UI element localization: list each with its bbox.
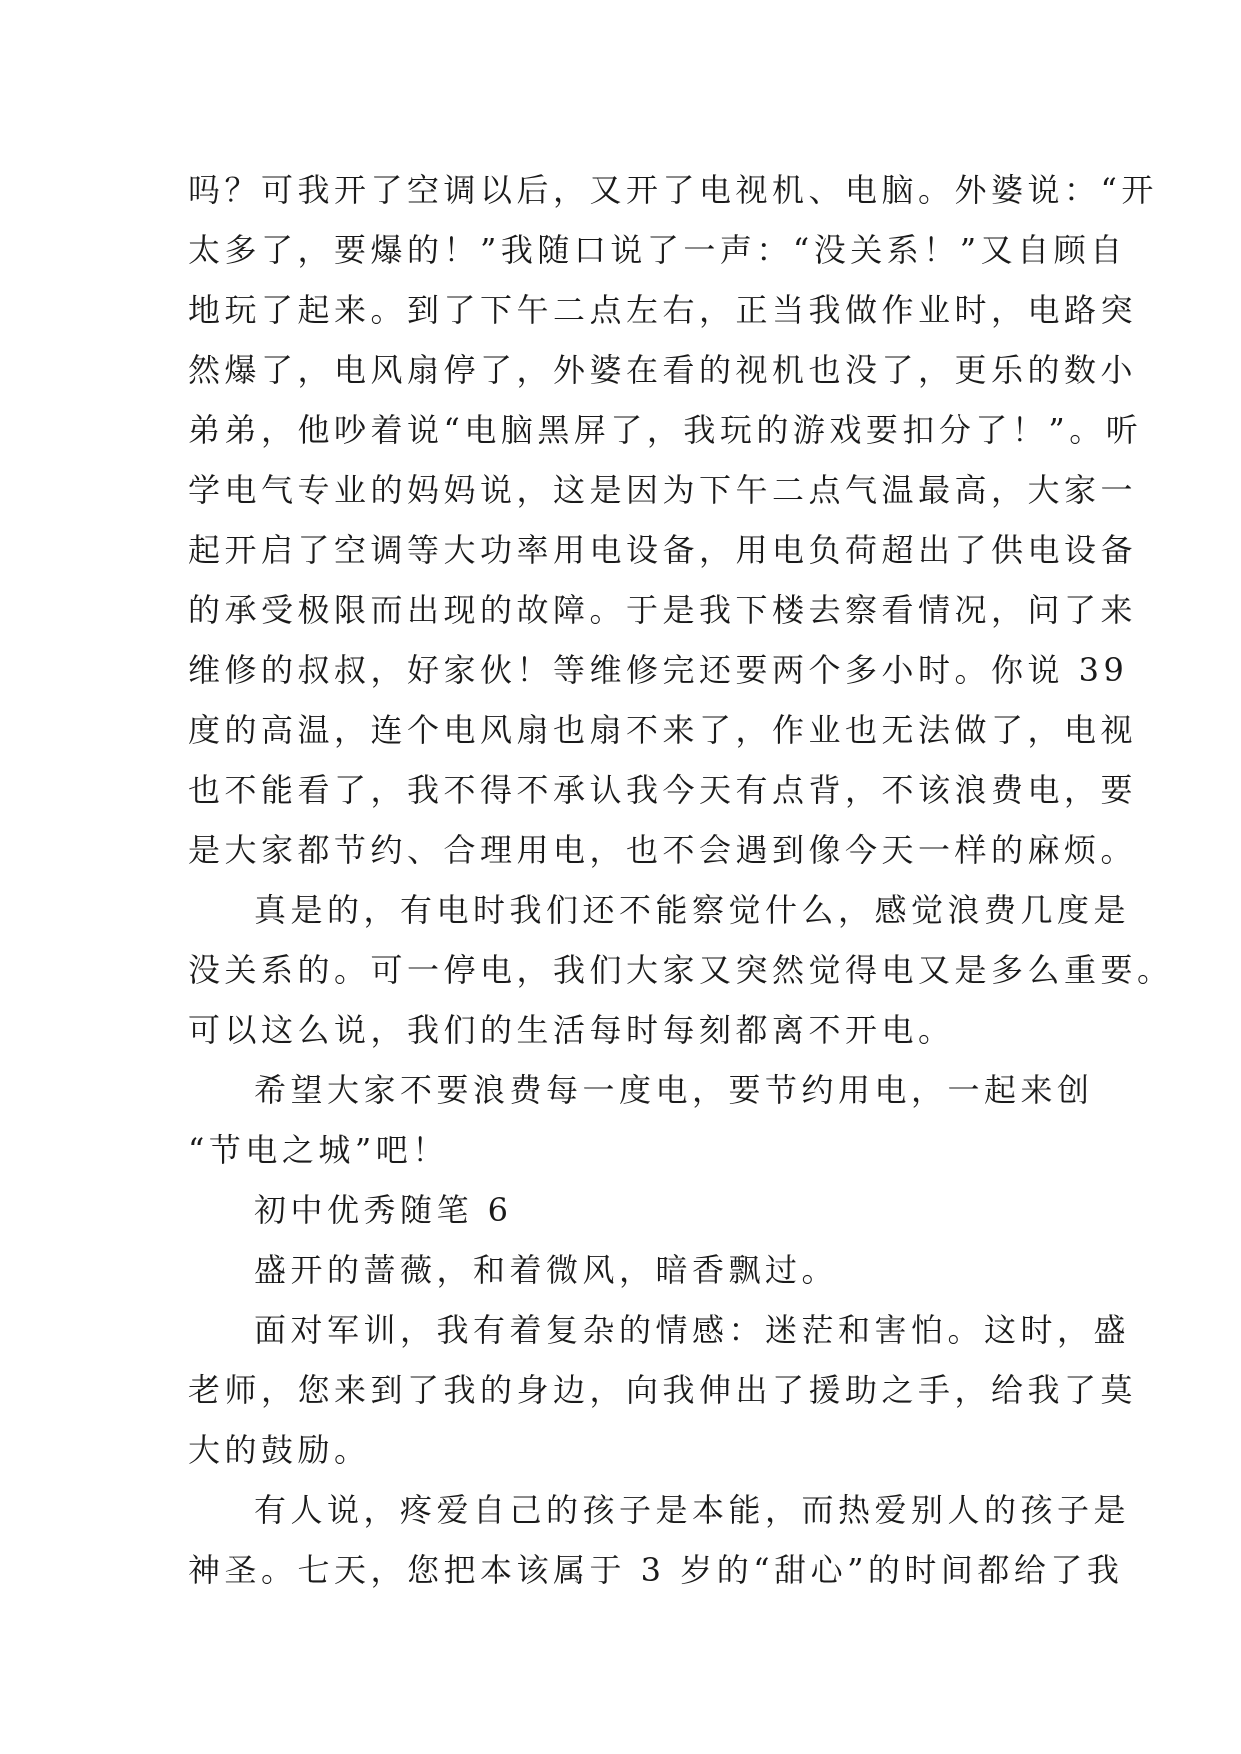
text-line: 吗？可我开了空调以后，又开了电视机、电脑。外婆说：“开 [188,171,1158,209]
text-line: 地玩了起来。到了下午二点左右，正当我做作业时，电路突 [188,291,1138,329]
document-body [188,160,1174,1600]
text-line: 希望大家不要浪费每一度电，要节约用电，一起来创 [254,1071,1094,1109]
text-line: 是大家都节约、合理用电，也不会遇到像今天一样的麻烦。 [188,831,1138,869]
paragraph [188,1240,1058,1300]
section-heading [188,1180,1058,1240]
text-line: 也不能看了，我不得不承认我今天有点背，不该浪费电，要 [188,771,1138,809]
text-line: 维修的叔叔，好家伙！等维修完还要两个多小时。你说 39 [188,651,1129,689]
text-line: 然爆了，电风扇停了，外婆在看的视机也没了，更乐的数小 [188,351,1138,389]
text-line: 面对军训，我有着复杂的情感：迷茫和害怕。这时，盛 [254,1311,1131,1349]
paragraph [188,1300,1138,1480]
text-line: 有人说，疼爱自己的孩子是本能，而热爱别人的孩子是 [254,1491,1131,1529]
text-line: 起开启了空调等大功率用电设备，用电负荷超出了供电设备 [188,531,1138,569]
text-line: 太多了，要爆的！”我随口说了一声：“没关系！”又自顾自 [188,231,1127,269]
section-title: 初中优秀随笔 6 [254,1191,513,1229]
text-line: 的承受极限而出现的故障。于是我下楼去察看情况，问了来 [188,591,1138,629]
paragraph [188,880,1174,1060]
text-line: 没关系的。可一停电，我们大家又突然觉得电又是多么重要。 [188,951,1174,989]
text-line: 神圣。七天，您把本该属于 3 岁的“甜心”的时间都给了我 [188,1551,1124,1589]
paragraph [188,160,1158,880]
text-line: “节电之城”吧！ [188,1131,449,1169]
text-line: 弟弟，他吵着说“电脑黑屏了，我玩的游戏要扣分了！”。听 [188,411,1143,449]
text-line: 盛开的蔷薇，和着微风，暗香飘过。 [254,1251,839,1289]
text-line: 度的高温，连个电风扇也扇不来了，作业也无法做了，电视 [188,711,1138,749]
text-line: 学电气专业的妈妈说，这是因为下午二点气温最高，大家一 [188,471,1138,509]
paragraph [188,1480,1131,1600]
text-line: 大的鼓励。 [188,1431,371,1469]
text-line: 真是的，有电时我们还不能察觉什么，感觉浪费几度是 [254,891,1131,929]
text-line: 老师，您来到了我的身边，向我伸出了援助之手，给我了莫 [188,1371,1138,1409]
text-line: 可以这么说，我们的生活每时每刻都离不开电。 [188,1011,955,1049]
paragraph [188,1060,1094,1180]
